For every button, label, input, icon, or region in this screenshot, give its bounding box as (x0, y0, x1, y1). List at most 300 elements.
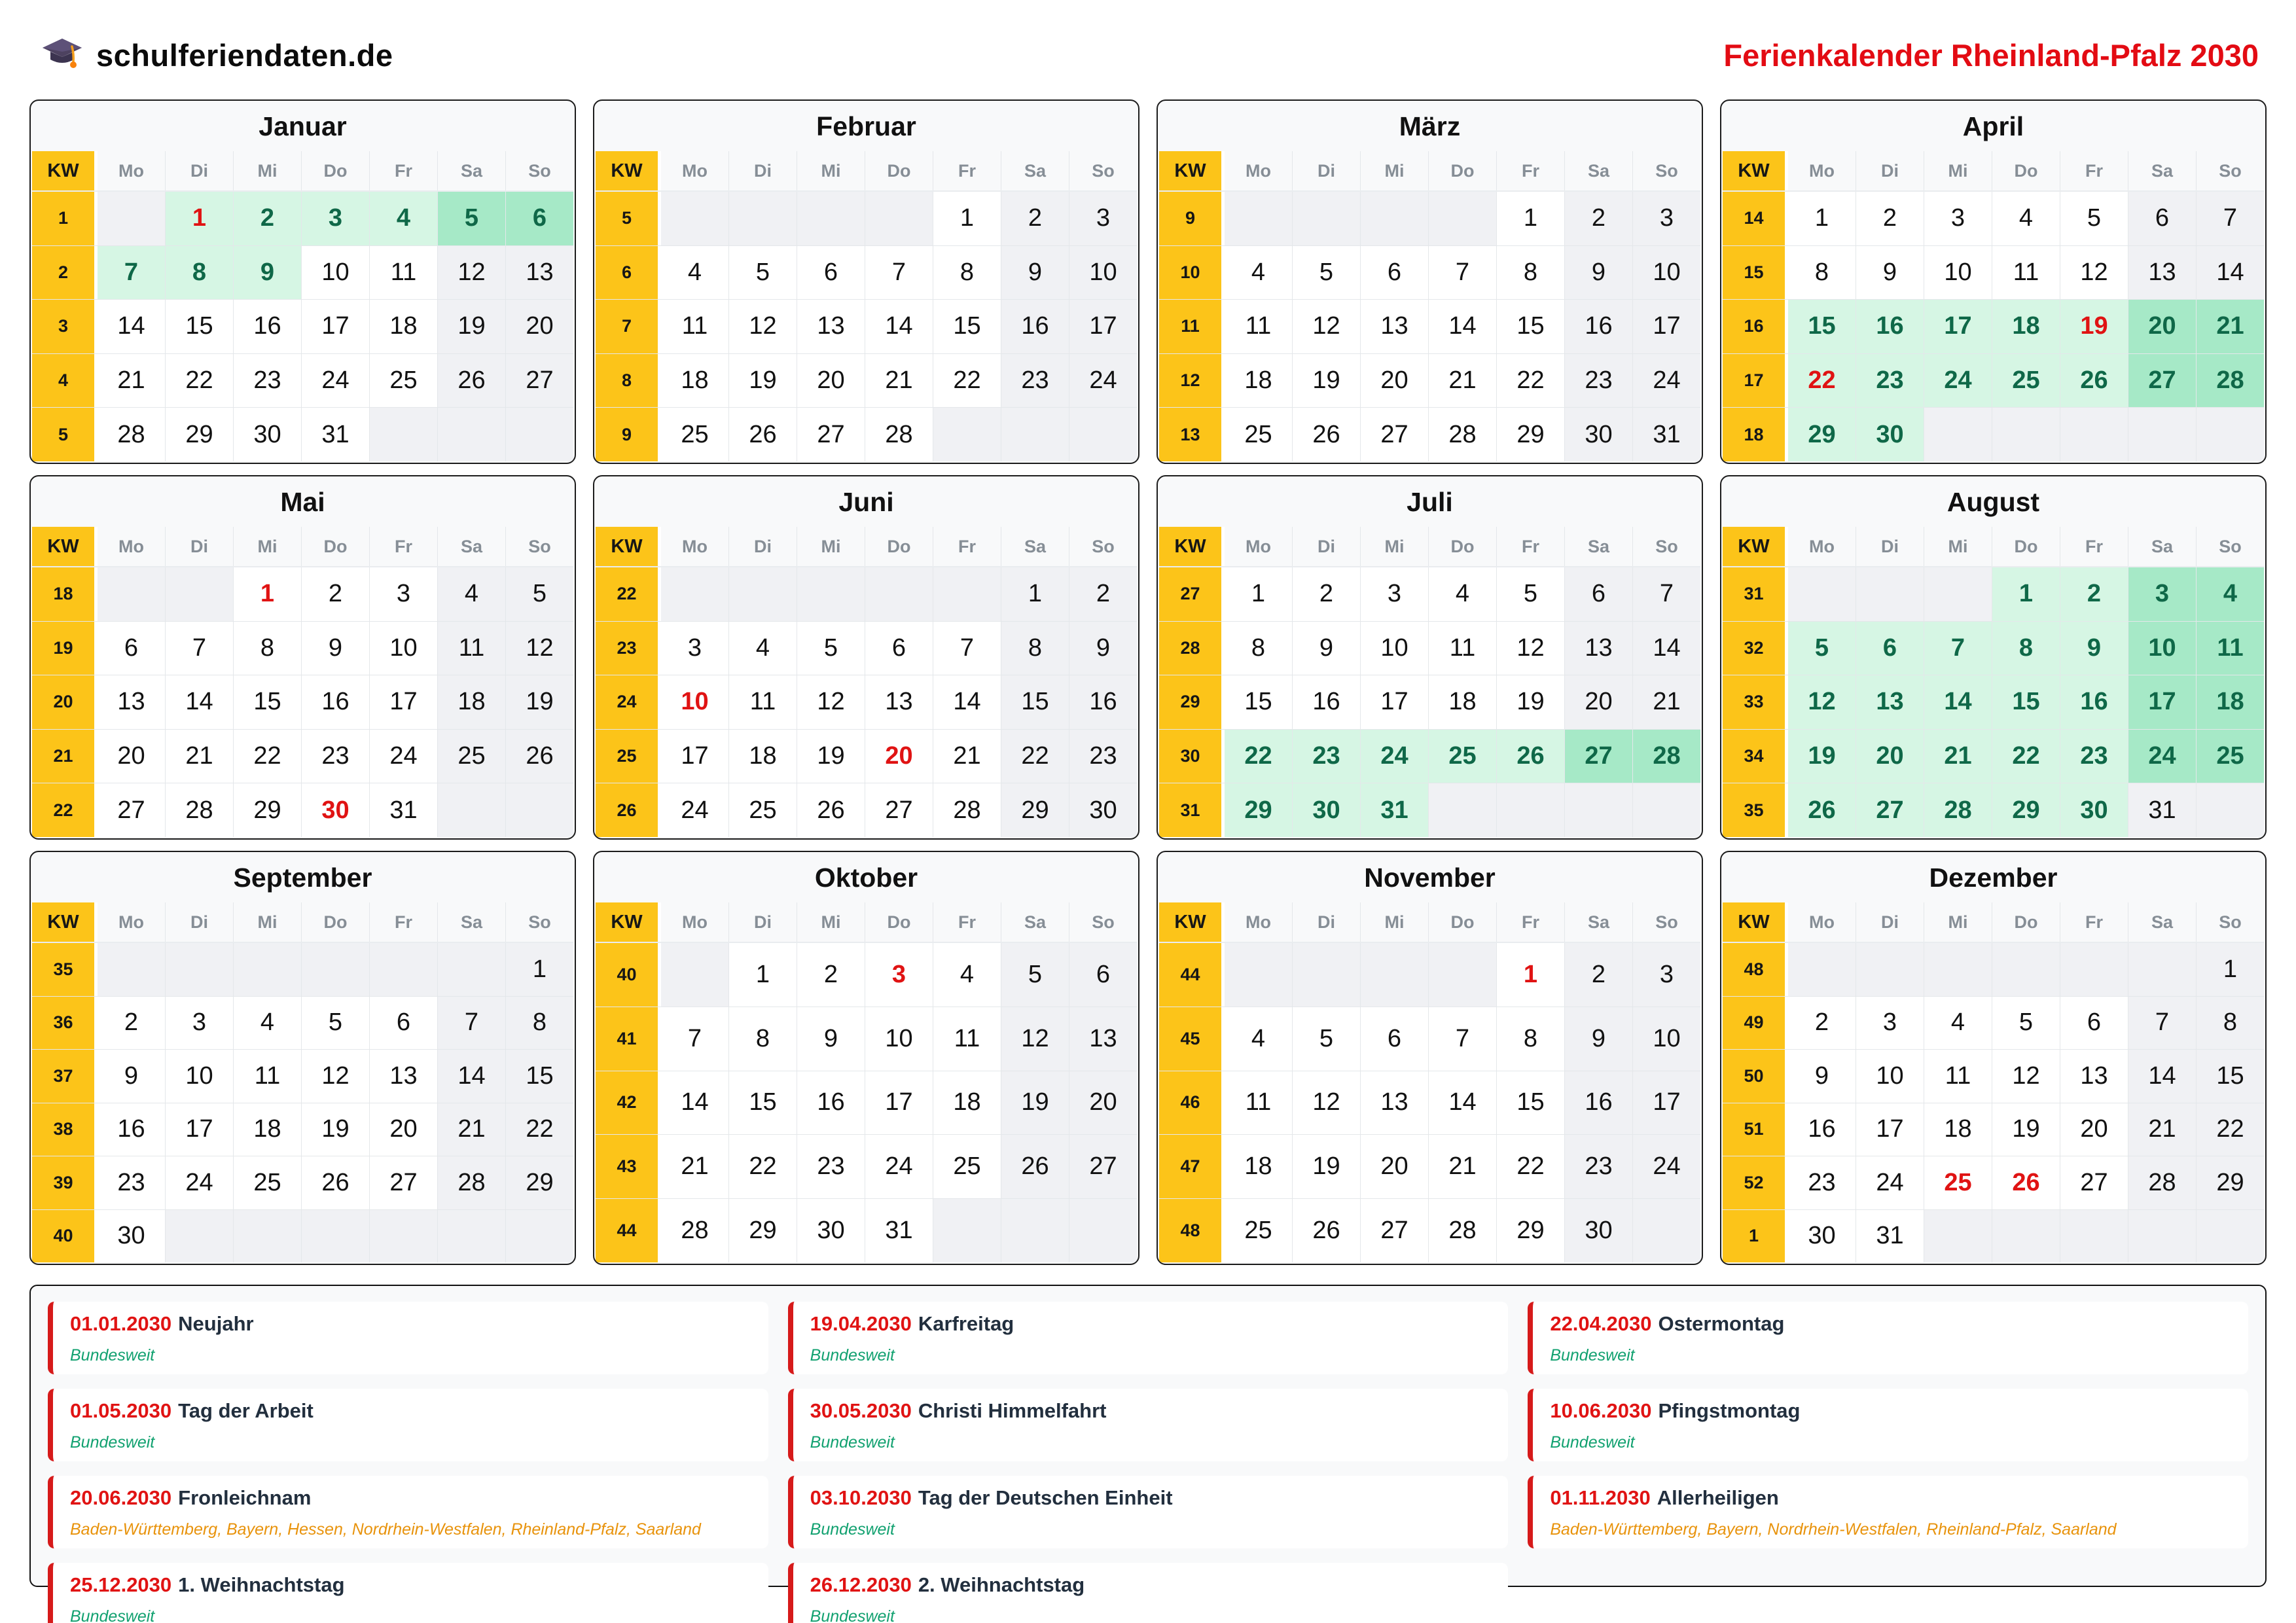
week-row (1159, 783, 1700, 837)
holiday-region: Bundesweit (1550, 1346, 1635, 1364)
day-cell: 5 (438, 192, 506, 245)
day-cell: 24 (2128, 730, 2197, 783)
day-cell: 18 (661, 354, 729, 408)
day-cell: 26 (2060, 354, 2128, 408)
week-row (32, 675, 573, 730)
holiday-card-tag-der-arbeit (48, 1389, 768, 1461)
day-cell (1069, 1199, 1137, 1262)
day-cell: 29 (1497, 408, 1565, 461)
day-cell: 15 (933, 300, 1001, 353)
day-cell (1225, 943, 1293, 1007)
day-cell (98, 943, 166, 996)
day-cell (1001, 1199, 1069, 1262)
day-cell: 4 (1225, 1007, 1293, 1071)
day-cell: 29 (1001, 783, 1069, 837)
holiday-name: Ostermontag (1658, 1312, 1785, 1335)
day-cell: 2 (1565, 192, 1633, 245)
day-cell: 2 (302, 567, 370, 621)
holiday-region: Bundesweit (810, 1433, 895, 1452)
day-cell: 19 (506, 675, 573, 729)
day-cell: 4 (370, 192, 438, 245)
kw-header-cell: KW (596, 902, 661, 942)
month-title: April (1962, 111, 2024, 141)
day-cell (506, 783, 573, 837)
kw-cell: 48 (1723, 943, 1788, 996)
weekday-header: Fr (2060, 151, 2128, 190)
day-cell (506, 408, 573, 461)
header (29, 25, 2267, 85)
day-cell: 24 (1924, 354, 1992, 408)
week-row (1723, 567, 2264, 622)
weekday-header: Mo (1225, 902, 1293, 942)
weekday-header: So (1633, 527, 1700, 566)
day-cell: 9 (1565, 246, 1633, 300)
weekday-header: Mi (234, 527, 302, 566)
day-cell: 6 (2060, 997, 2128, 1050)
week-row (1159, 567, 1700, 622)
month-dezember (1720, 851, 2267, 1265)
day-cell: 15 (1497, 1071, 1565, 1135)
month-juli (1157, 475, 1703, 840)
day-cell: 15 (1497, 300, 1565, 353)
day-cell: 8 (1497, 1007, 1565, 1071)
day-cell: 4 (1992, 192, 2060, 245)
holiday-card-fronleichnam (48, 1476, 768, 1548)
day-cell: 18 (234, 1103, 302, 1156)
day-cell: 5 (1293, 246, 1361, 300)
day-cell: 26 (438, 354, 506, 408)
day-cell: 27 (1361, 1199, 1429, 1262)
day-cell: 5 (1992, 997, 2060, 1050)
holiday-name: Karfreitag (918, 1312, 1014, 1335)
holiday-region: Baden-Württemberg, Bayern, Hessen, Nordrhein-Westfalen, Rheinland-Pfalz, Saarland (70, 1520, 701, 1539)
day-cell (661, 943, 729, 1007)
day-cell: 16 (2060, 675, 2128, 729)
day-cell: 12 (729, 300, 797, 353)
kw-cell: 3 (32, 300, 98, 353)
day-cell: 8 (729, 1007, 797, 1071)
day-cell: 1 (933, 192, 1001, 245)
day-cell: 11 (370, 246, 438, 300)
weekday-header: Di (729, 902, 797, 942)
day-cell: 23 (98, 1156, 166, 1209)
day-cell: 11 (1225, 300, 1293, 353)
week-row (32, 354, 573, 408)
day-cell (1992, 943, 2060, 996)
kw-cell: 52 (1723, 1156, 1788, 1209)
kw-cell: 44 (596, 1199, 661, 1262)
day-cell: 12 (2060, 246, 2128, 300)
day-cell: 24 (1069, 354, 1137, 408)
weekday-header-row (32, 527, 573, 567)
day-cell: 8 (2197, 997, 2264, 1050)
week-row (1723, 408, 2264, 461)
week-row (1723, 246, 2264, 300)
weekday-header: Mi (234, 902, 302, 942)
day-cell: 14 (661, 1071, 729, 1135)
day-cell: 21 (933, 730, 1001, 783)
month-oktober (593, 851, 1139, 1265)
day-cell (1225, 192, 1293, 245)
day-cell: 1 (1225, 567, 1293, 621)
kw-cell: 50 (1723, 1050, 1788, 1103)
weekday-header: Mi (797, 527, 865, 566)
week-row (1159, 730, 1700, 784)
day-cell: 28 (865, 408, 933, 461)
day-cell: 9 (1293, 622, 1361, 675)
holiday-title (1550, 1312, 2231, 1336)
day-cell (438, 1210, 506, 1263)
kw-header-cell: KW (1723, 527, 1788, 566)
weekday-header: Di (1293, 902, 1361, 942)
day-cell: 14 (438, 1050, 506, 1103)
weekday-header: Fr (2060, 527, 2128, 566)
day-cell: 15 (506, 1050, 573, 1103)
day-cell: 30 (2060, 783, 2128, 837)
day-cell: 3 (2128, 567, 2197, 621)
day-cell: 15 (729, 1071, 797, 1135)
day-cell: 27 (1565, 730, 1633, 783)
day-cell: 18 (370, 300, 438, 353)
kw-header-cell: KW (1723, 151, 1788, 190)
day-cell: 18 (1429, 675, 1497, 729)
day-cell (933, 1199, 1001, 1262)
day-cell (1565, 783, 1633, 837)
day-cell (438, 783, 506, 837)
day-cell: 31 (1361, 783, 1429, 837)
day-cell: 14 (933, 675, 1001, 729)
day-cell: 3 (1069, 192, 1137, 245)
day-cell: 9 (98, 1050, 166, 1103)
weekday-header: Di (1856, 151, 1924, 190)
day-cell: 16 (302, 675, 370, 729)
holiday-region: Bundesweit (810, 1520, 895, 1539)
day-cell: 2 (1293, 567, 1361, 621)
week-row (1159, 943, 1700, 1007)
day-cell: 6 (2128, 192, 2197, 245)
month-november (1157, 851, 1703, 1265)
day-cell: 11 (234, 1050, 302, 1103)
month-table (1721, 527, 2265, 838)
day-cell: 16 (234, 300, 302, 353)
day-cell: 11 (438, 622, 506, 675)
day-cell: 30 (1565, 408, 1633, 461)
day-cell: 11 (661, 300, 729, 353)
weekday-header: Di (1293, 527, 1361, 566)
day-cell: 14 (2197, 246, 2264, 300)
weekday-header: Mo (98, 151, 166, 190)
day-cell: 8 (166, 246, 234, 300)
holiday-title (1550, 1486, 2231, 1510)
day-cell: 10 (2128, 622, 2197, 675)
day-cell: 26 (1293, 1199, 1361, 1262)
weekday-header: Mo (1788, 902, 1856, 942)
day-cell: 19 (2060, 300, 2128, 353)
day-cell: 20 (797, 354, 865, 408)
day-cell: 20 (1565, 675, 1633, 729)
kw-cell: 43 (596, 1135, 661, 1198)
kw-cell: 34 (1723, 730, 1788, 783)
day-cell: 16 (1293, 675, 1361, 729)
day-cell (1924, 408, 1992, 461)
holiday-date: 19.04.2030 (810, 1312, 912, 1335)
kw-cell: 29 (1159, 675, 1225, 729)
kw-cell: 31 (1159, 783, 1225, 837)
day-cell: 4 (729, 622, 797, 675)
day-cell: 10 (1856, 1050, 1924, 1103)
day-cell: 17 (865, 1071, 933, 1135)
day-cell (729, 567, 797, 621)
day-cell: 6 (370, 997, 438, 1050)
day-cell: 27 (1856, 783, 1924, 837)
kw-header-cell: KW (596, 151, 661, 190)
month-title: März (1399, 111, 1461, 141)
weekday-header: So (2197, 527, 2264, 566)
day-cell (302, 943, 370, 996)
day-cell (166, 567, 234, 621)
day-cell: 6 (1069, 943, 1137, 1007)
day-cell: 21 (2128, 1103, 2197, 1156)
kw-cell: 30 (1159, 730, 1225, 783)
day-cell (933, 567, 1001, 621)
month-title: Mai (280, 487, 325, 517)
day-cell: 8 (506, 997, 573, 1050)
day-cell: 4 (933, 943, 1001, 1007)
kw-cell: 18 (32, 567, 98, 621)
day-cell: 7 (2197, 192, 2264, 245)
day-cell: 13 (2128, 246, 2197, 300)
day-cell: 22 (1992, 730, 2060, 783)
day-cell: 27 (797, 408, 865, 461)
day-cell: 2 (2060, 567, 2128, 621)
day-cell: 23 (1565, 1135, 1633, 1198)
day-cell (1856, 943, 1924, 996)
day-cell: 24 (302, 354, 370, 408)
kw-cell: 18 (1723, 408, 1788, 461)
day-cell: 26 (1992, 1156, 2060, 1209)
day-cell: 28 (661, 1199, 729, 1262)
holiday-card-allerheiligen (1528, 1476, 2248, 1548)
holiday-name: Fronleichnam (178, 1486, 312, 1509)
day-cell: 19 (1293, 354, 1361, 408)
day-cell: 12 (506, 622, 573, 675)
weekday-header: Di (1856, 902, 1924, 942)
day-cell: 27 (370, 1156, 438, 1209)
day-cell: 13 (1361, 1071, 1429, 1135)
day-cell: 13 (1856, 675, 1924, 729)
week-row (1159, 622, 1700, 676)
weekday-header: Di (1856, 527, 1924, 566)
day-cell: 17 (661, 730, 729, 783)
weekday-header-row (1723, 527, 2264, 567)
weekday-header: So (1633, 151, 1700, 190)
day-cell: 30 (98, 1210, 166, 1263)
day-cell: 5 (729, 246, 797, 300)
weekday-header: Fr (933, 151, 1001, 190)
day-cell: 6 (797, 246, 865, 300)
day-cell: 29 (234, 783, 302, 837)
day-cell (2128, 943, 2197, 996)
week-row (1723, 943, 2264, 997)
day-cell (506, 1210, 573, 1263)
month-januar (29, 99, 576, 464)
holiday-title (70, 1399, 751, 1423)
day-cell: 1 (2197, 943, 2264, 996)
day-cell: 16 (1001, 300, 1069, 353)
day-cell: 3 (1856, 997, 1924, 1050)
month-juni (593, 475, 1139, 840)
weekday-header: Di (1293, 151, 1361, 190)
day-cell: 10 (1069, 246, 1137, 300)
day-cell: 25 (2197, 730, 2264, 783)
week-row (32, 408, 573, 461)
day-cell: 13 (1361, 300, 1429, 353)
day-cell: 9 (1565, 1007, 1633, 1071)
kw-cell: 5 (32, 408, 98, 461)
day-cell: 3 (1633, 192, 1700, 245)
day-cell (1924, 943, 1992, 996)
day-cell: 29 (506, 1156, 573, 1209)
day-cell: 6 (98, 622, 166, 675)
weekday-header: Do (302, 902, 370, 942)
day-cell (98, 192, 166, 245)
day-cell: 25 (1225, 1199, 1293, 1262)
day-cell: 1 (1497, 943, 1565, 1007)
kw-cell: 45 (1159, 1007, 1225, 1071)
holiday-name: Christi Himmelfahrt (918, 1399, 1107, 1422)
kw-cell: 35 (32, 943, 98, 996)
week-row (1159, 246, 1700, 300)
day-cell: 14 (1429, 300, 1497, 353)
day-cell: 7 (2128, 997, 2197, 1050)
holiday-name: Tag der Arbeit (178, 1399, 314, 1422)
day-cell: 16 (1856, 300, 1924, 353)
day-cell (661, 567, 729, 621)
day-cell (302, 1210, 370, 1263)
day-cell: 9 (1788, 1050, 1856, 1103)
day-cell (1361, 943, 1429, 1007)
weekday-header: Fr (1497, 527, 1565, 566)
week-row (1159, 1007, 1700, 1071)
week-row (1159, 1135, 1700, 1199)
week-row (1159, 1199, 1700, 1262)
day-cell: 13 (370, 1050, 438, 1103)
day-cell: 16 (1069, 675, 1137, 729)
day-cell: 22 (234, 730, 302, 783)
weekday-header: Sa (1001, 151, 1069, 190)
week-row (1723, 1050, 2264, 1103)
weekday-header: Mi (1924, 902, 1992, 942)
month-title: Dezember (1929, 863, 2058, 893)
weekday-header-row (32, 151, 573, 192)
day-cell (661, 192, 729, 245)
day-cell: 29 (729, 1199, 797, 1262)
weekday-header: So (2197, 902, 2264, 942)
day-cell: 18 (933, 1071, 1001, 1135)
weekday-header-row (1159, 902, 1700, 943)
day-cell: 19 (438, 300, 506, 353)
weekday-header: Sa (1001, 902, 1069, 942)
day-cell: 17 (1633, 1071, 1700, 1135)
day-cell: 2 (234, 192, 302, 245)
kw-header-cell: KW (32, 527, 98, 566)
day-cell: 8 (234, 622, 302, 675)
day-cell (2197, 408, 2264, 461)
day-cell: 31 (1856, 1210, 1924, 1263)
month-table (31, 527, 575, 838)
holiday-card-tag-der-deutschen-einheit (788, 1476, 1509, 1548)
day-cell: 21 (166, 730, 234, 783)
weekday-header: Do (865, 151, 933, 190)
day-cell: 13 (2060, 1050, 2128, 1103)
weekday-header: Do (865, 902, 933, 942)
day-cell: 12 (1293, 1071, 1361, 1135)
day-cell: 24 (166, 1156, 234, 1209)
kw-cell: 38 (32, 1103, 98, 1156)
day-cell: 30 (1788, 1210, 1856, 1263)
kw-cell: 40 (596, 943, 661, 1007)
day-cell: 5 (797, 622, 865, 675)
day-cell: 3 (166, 997, 234, 1050)
day-cell: 24 (1856, 1156, 1924, 1209)
weekday-header: Mi (1361, 902, 1429, 942)
week-row (596, 943, 1137, 1007)
day-cell: 29 (1225, 783, 1293, 837)
holiday-region: Bundesweit (810, 1346, 895, 1364)
site-name: schulferiendaten.de (96, 37, 393, 73)
kw-cell: 20 (32, 675, 98, 729)
kw-header-cell: KW (1159, 527, 1225, 566)
day-cell: 8 (933, 246, 1001, 300)
day-cell: 8 (1497, 246, 1565, 300)
weekday-header: So (506, 151, 573, 190)
kw-cell: 1 (1723, 1210, 1788, 1263)
day-cell: 24 (1633, 354, 1700, 408)
holiday-title (810, 1573, 1492, 1597)
weekday-header: Do (1992, 902, 2060, 942)
weekday-header: So (506, 902, 573, 942)
holiday-region: Bundesweit (810, 1607, 895, 1623)
holiday-title (70, 1573, 751, 1597)
day-cell (729, 192, 797, 245)
weekday-header: Sa (2128, 902, 2197, 942)
day-cell (2197, 783, 2264, 837)
weekday-header: Mi (1361, 527, 1429, 566)
day-cell: 7 (933, 622, 1001, 675)
week-row (1159, 675, 1700, 730)
day-cell: 23 (1069, 730, 1137, 783)
day-cell: 12 (1001, 1007, 1069, 1071)
day-cell: 20 (1361, 354, 1429, 408)
day-cell: 7 (1633, 567, 1700, 621)
day-cell: 13 (506, 246, 573, 300)
day-cell (1001, 408, 1069, 461)
day-cell: 7 (865, 246, 933, 300)
day-cell: 1 (1788, 192, 1856, 245)
kw-cell: 44 (1159, 943, 1225, 1007)
site-logo[interactable] (41, 36, 393, 74)
week-row (1159, 408, 1700, 461)
day-cell: 25 (1924, 1156, 1992, 1209)
day-cell (1429, 783, 1497, 837)
weekday-header: Mo (661, 527, 729, 566)
day-cell (98, 567, 166, 621)
week-row (1723, 1103, 2264, 1157)
month-title: Februar (816, 111, 916, 141)
weekday-header: Fr (370, 527, 438, 566)
month-september (29, 851, 576, 1265)
kw-cell: 17 (1723, 354, 1788, 408)
